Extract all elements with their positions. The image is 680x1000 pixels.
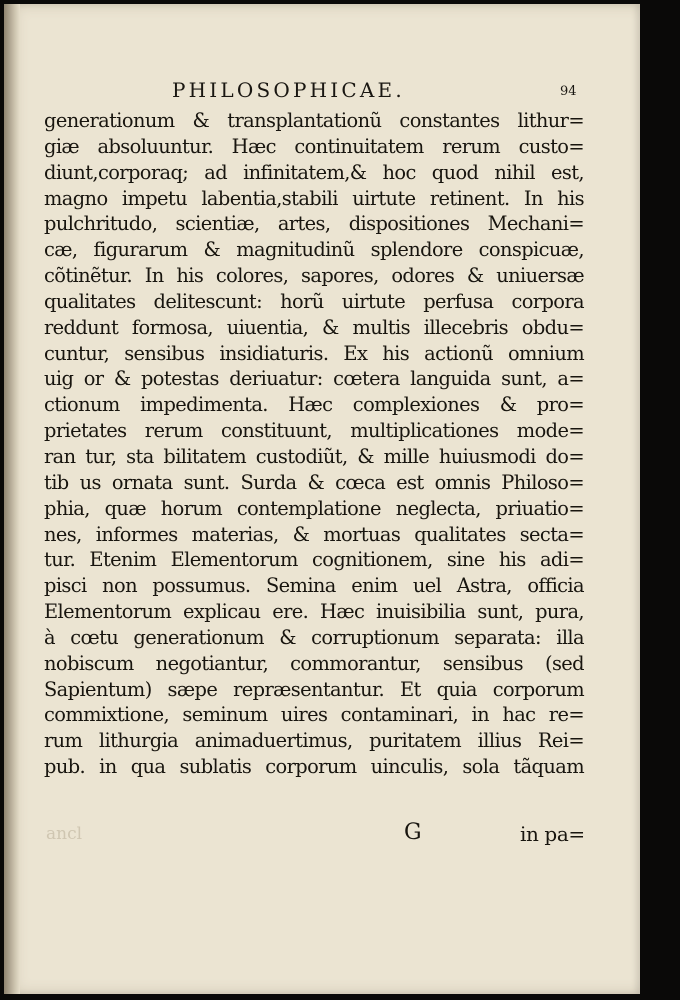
text-line: tur. Etenim Elementorum cognitionem, sine his adi= xyxy=(44,548,584,572)
text-line: cõtinẽtur. In his colores, sapores, odores & uniuersæ xyxy=(44,264,584,288)
text-line: pisci non possumus. Semina enim uel Astra, officia xyxy=(44,574,584,598)
text-line: prietates rerum constituunt, multiplicationes mode= xyxy=(44,419,584,443)
text-line: cæ, figurarum & magnitudinũ splendore conspicuæ, xyxy=(44,238,584,262)
text-line: à cœtu generationum & corruptionum separata: illa xyxy=(44,625,584,649)
text-line: cuntur, sensibus insidiaturis. Ex his actionũ omnium xyxy=(44,341,584,365)
signature-mark: G xyxy=(404,820,422,845)
page-number: 94 xyxy=(560,84,577,99)
text-line: qualitates delitescunt: horũ uirtute perfusa corpora xyxy=(44,289,584,313)
text-line: nobiscum negotiantur, commorantur, sensibus (sed xyxy=(44,651,584,675)
text-line: giæ absoluuntur. Hæc continuitatem rerum custo= xyxy=(44,134,584,158)
text-line: generationum & transplantationũ constantes lithur= xyxy=(44,109,584,132)
body-text xyxy=(44,108,584,780)
text-line: reddunt formosa, uiuentia, & multis illecebris obdu= xyxy=(44,315,584,339)
text-line: phia, quæ horum contemplatione neglecta, priuatio= xyxy=(44,496,584,520)
text-line: rum lithurgia animaduertimus, puritatem illius Rei= xyxy=(44,729,584,753)
page-footer xyxy=(4,820,640,850)
text-line: uig or & potestas deriuatur: cœtera languida sunt, a= xyxy=(44,367,584,391)
faint-mark: ancl xyxy=(46,824,83,844)
text-line: pub. in qua sublatis corporum uinculis, sola tãquam xyxy=(44,755,584,779)
text-line: ran tur, sta bilitatem custodiũt, & mille huiusmodi do= xyxy=(44,444,584,468)
text-line: nes, informes materias, & mortuas qualitates secta= xyxy=(44,522,584,546)
page-header xyxy=(4,78,640,108)
catchword: in pa= xyxy=(520,822,585,846)
text-line: Sapientum) sæpe repræsentantur. Et quia corporum xyxy=(44,677,584,701)
text-line: commixtione, seminum uires contaminari, in hac re= xyxy=(44,703,584,727)
text-line: tib us ornata sunt. Surda & cœca est omnis Philoso= xyxy=(44,470,584,494)
book-page xyxy=(4,4,640,994)
running-title: PHILOSOPHICAE. xyxy=(172,78,405,102)
text-line: Elementorum explicau ere. Hæc inuisibilia sunt, pura, xyxy=(44,600,584,624)
text-line: diunt,corporaq; ad infinitatem,& hoc quod nihil est, xyxy=(44,160,584,184)
text-line: magno impetu labentia,stabili uirtute retinent. In his xyxy=(44,186,584,210)
text-line: pulchritudo, scientiæ, artes, dispositiones Mechani= xyxy=(44,212,584,236)
text-line: ctionum impedimenta. Hæc complexiones & pro= xyxy=(44,393,584,417)
